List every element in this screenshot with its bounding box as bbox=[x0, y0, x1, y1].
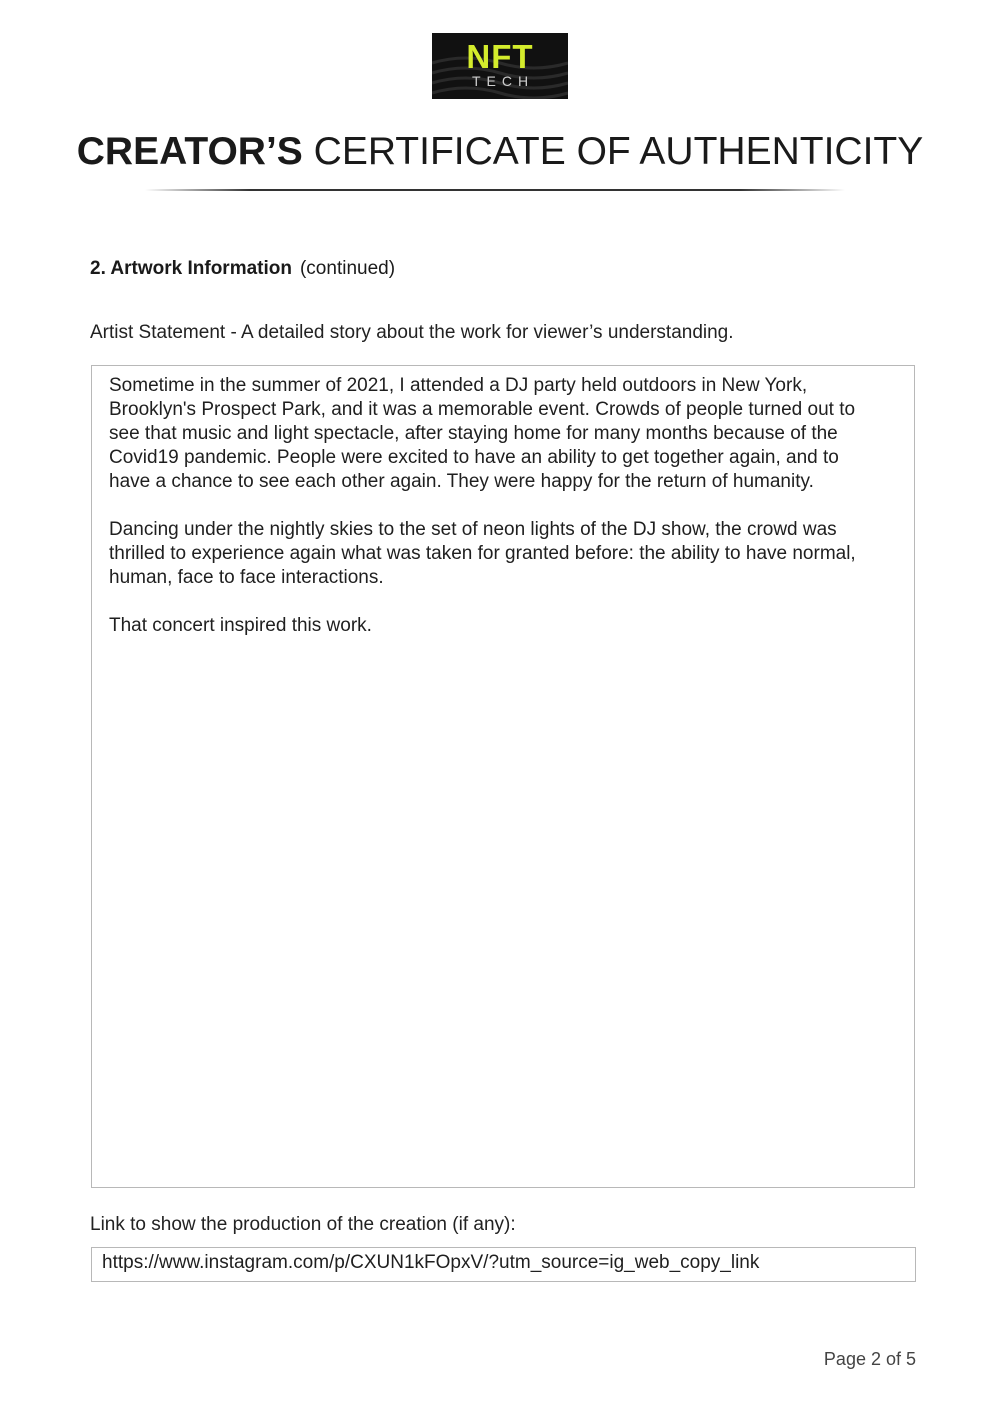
page-title-rest: CERTIFICATE OF AUTHENTICITY bbox=[313, 130, 924, 173]
page-number: Page 2 of 5 bbox=[823, 1349, 916, 1369]
artist-statement-label: Artist Statement - A detailed story about the work for viewer’s understanding. bbox=[90, 322, 734, 343]
page-title bbox=[0, 129, 1000, 175]
section-continued-note: (continued) bbox=[299, 258, 396, 279]
production-link-label: Link to show the production of the creation (if any): bbox=[90, 1214, 516, 1235]
statement-paragraph: That concert inspired this work. bbox=[109, 615, 372, 636]
logo-nft-text: NFT bbox=[466, 38, 534, 75]
nft-tech-logo bbox=[432, 33, 568, 99]
statement-paragraph: Sometime in the summer of 2021, I attended a DJ party held outdoors in New York, Brooklyn's Prospect Park, and it was a memorable event. Crowds of people turned out to see that music and light spectacle, after staying home for many months because of the Covid19 pandemic. People were excited to have an ability to get together again, and to have a chance to see each other again. They were happy for the return of humanity. bbox=[109, 375, 856, 492]
page-title-bold: CREATOR’S bbox=[76, 130, 303, 173]
logo-tech-text: TECH bbox=[471, 73, 535, 89]
section-title: 2. Artwork Information bbox=[90, 258, 292, 279]
artist-statement-field[interactable] bbox=[91, 365, 915, 1188]
statement-paragraph: Dancing under the nightly skies to the set of neon lights of the DJ show, the crowd was thrilled to experience again what was taken for granted before: the ability to have normal, human, face to face interactions. bbox=[109, 519, 856, 588]
section-heading bbox=[90, 257, 395, 281]
title-divider bbox=[145, 189, 845, 191]
production-link-field[interactable]: https://www.instagram.com/p/CXUN1kFOpxV/?utm_source=ig_web_copy_link bbox=[91, 1247, 916, 1282]
